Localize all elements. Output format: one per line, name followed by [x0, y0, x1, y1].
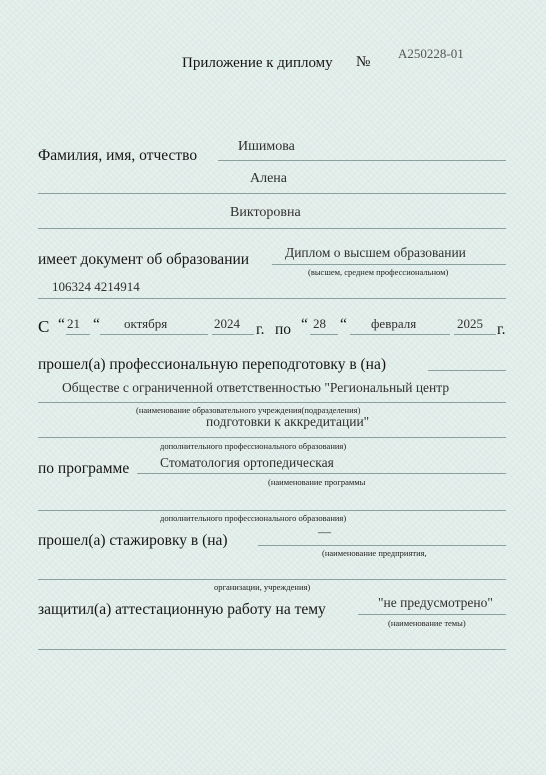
surname-line [218, 160, 506, 161]
to-day-line [310, 334, 338, 335]
program-label: по программе [38, 460, 130, 477]
patronymic-value: Викторовна [230, 205, 301, 220]
education-line [272, 264, 506, 265]
education-doc-number: 106324 4214914 [52, 279, 140, 294]
retraining-org-line1: Обществе с ограниченной ответственностью "Региональный центр [62, 380, 450, 395]
retraining-caption1: (наименование образовательного учреждения(подразделения) [136, 405, 361, 415]
to-year-value: 2025 [457, 316, 483, 331]
from-day-line [66, 334, 90, 335]
first-name-line [38, 193, 506, 194]
from-month-value: октября [124, 316, 168, 331]
close-quote-2: “ [340, 316, 347, 333]
from-year-line [212, 334, 254, 335]
program-caption2: дополнительного профессионального образования) [160, 513, 347, 523]
document-title: Приложение к диплому [182, 55, 333, 71]
doc-number-line [38, 298, 506, 299]
number-sign: № [356, 54, 371, 70]
program-value: Стоматология ортопедическая [160, 455, 334, 470]
retraining-label: прошел(а) профессиональную переподготовку в (на) [38, 356, 387, 373]
internship-value: — [318, 524, 331, 539]
retraining-caption2: дополнительного профессионального образования) [160, 441, 347, 451]
from-year-value: 2024 [214, 316, 240, 331]
to-month-line [350, 334, 450, 335]
internship-label: прошел(а) стажировку в (на) [38, 532, 228, 549]
program-extra-line [38, 510, 506, 511]
first-name-value: Алена [250, 171, 288, 186]
internship-line [258, 545, 506, 546]
period-to-prefix: по [275, 321, 292, 338]
year-suffix-1: г. [256, 321, 265, 338]
education-label: имеет документ об образовании [38, 251, 250, 268]
to-day-value: 28 [313, 316, 326, 331]
full-name-label: Фамилия, имя, отчество [38, 147, 198, 164]
program-line [137, 473, 506, 474]
to-month-value: февраля [371, 316, 417, 331]
retraining-org-line2: подготовки к аккредитации" [206, 414, 370, 429]
retraining-line [428, 370, 506, 371]
internship-caption2: организации, учреждения) [214, 582, 311, 592]
internship-caption: (наименование предприятия, [322, 548, 427, 558]
from-day-value: 21 [67, 316, 80, 331]
retraining-org-line1-rule [38, 402, 506, 403]
close-quote-1: “ [93, 316, 100, 333]
education-value: Диплом о высшем образовании [285, 245, 466, 260]
thesis-extra-line [38, 649, 506, 650]
thesis-caption: (наименование темы) [388, 618, 466, 628]
thesis-label: защитил(а) аттестационную работу на тему [38, 601, 326, 618]
internship-extra-line [38, 579, 506, 580]
program-caption: (наименование программы [268, 477, 366, 487]
surname-value: Ишимова [238, 139, 295, 154]
from-month-line [100, 334, 208, 335]
thesis-line [358, 614, 506, 615]
to-year-line [454, 334, 496, 335]
thesis-value: "не предусмотрено" [378, 595, 493, 610]
diploma-number: A250228-01 [398, 46, 464, 61]
year-suffix-2: г. [497, 321, 506, 338]
patronymic-line [38, 228, 506, 229]
education-caption: (высшем, среднем профессиональном) [308, 267, 449, 277]
open-quote-2: “ [301, 316, 308, 333]
period-from-prefix: С [38, 317, 50, 336]
retraining-org-line2-rule [38, 437, 506, 438]
open-quote-1: “ [58, 316, 65, 333]
